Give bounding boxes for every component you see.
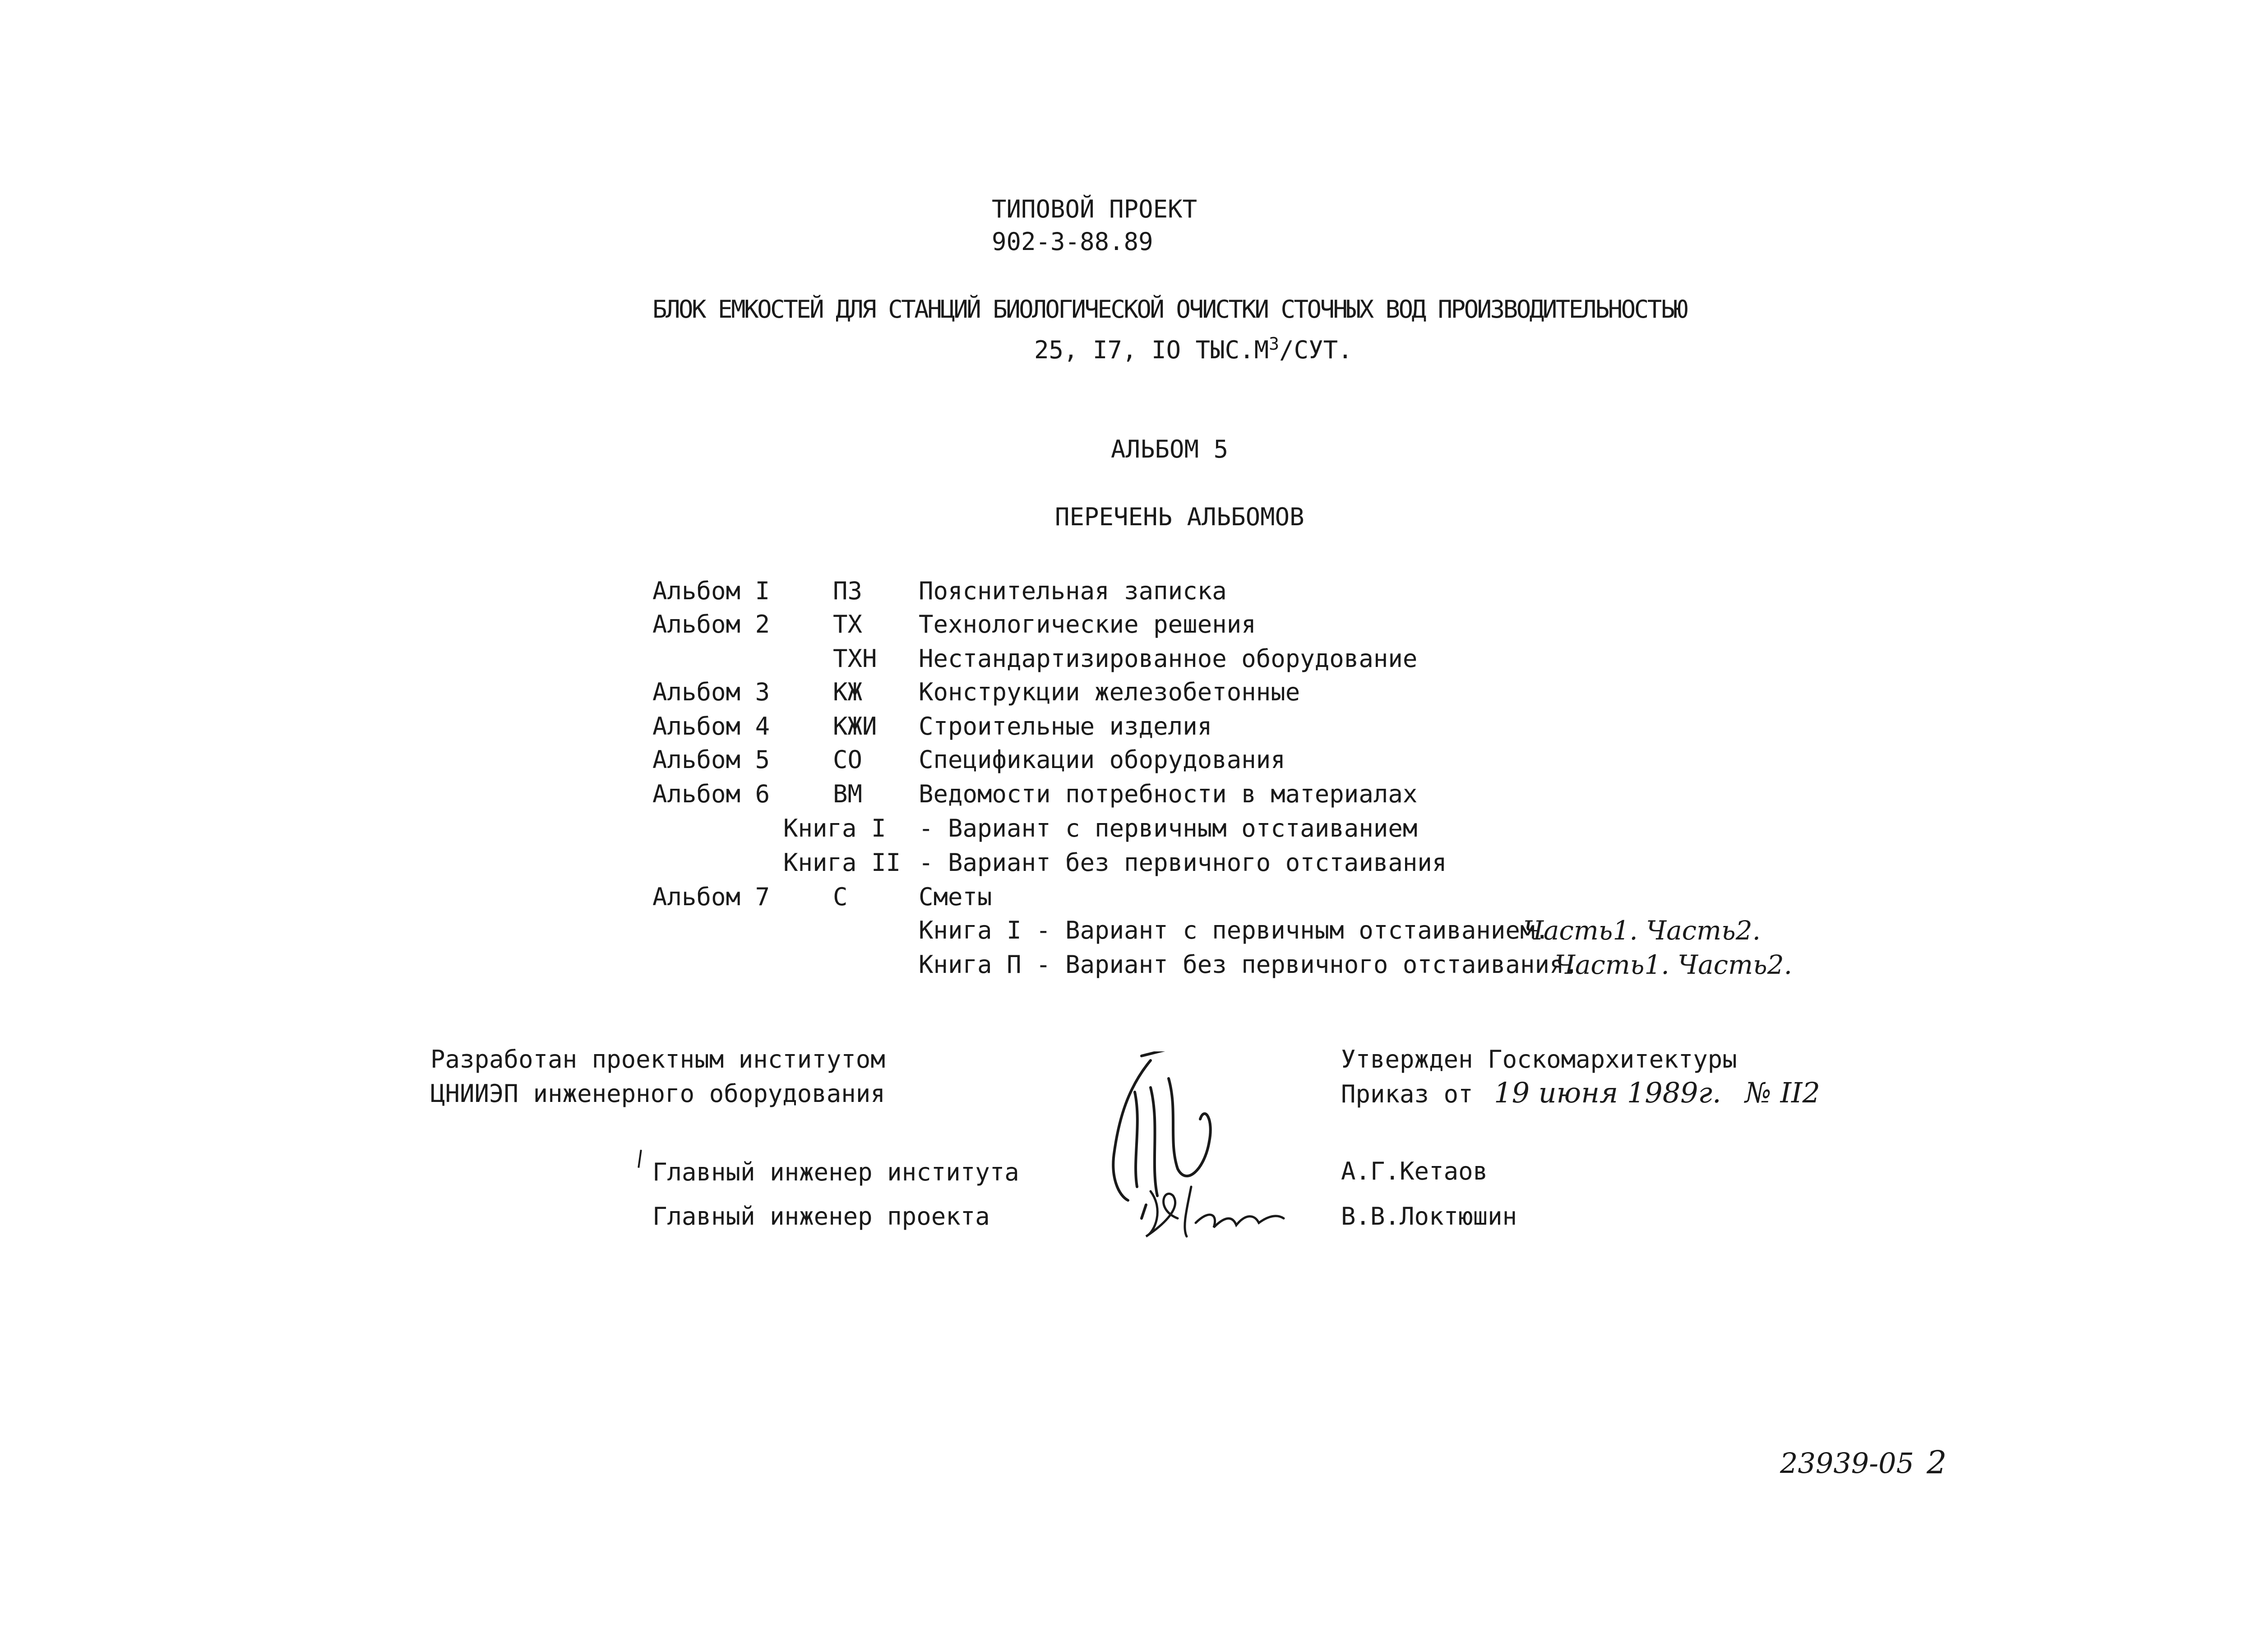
doc-number: 902-3-88.89 [992,227,1153,256]
signatory-role: Главный инженер проекта [652,1202,990,1231]
list-item [652,610,2006,644]
album-code: СО [833,745,863,774]
album-description: Нестандартизированное оборудование [919,644,1418,673]
capacity-unit: /СУТ. [1279,336,1353,364]
page-number: 2 [1927,1444,1947,1481]
album-code: ВМ [833,780,863,808]
signatory-role: Главный инженер института [652,1158,1019,1186]
handwritten-parts: Часть1. Часть2. [1523,915,1761,946]
project-title-line2 [1034,329,1353,365]
list-item [652,848,2006,883]
album-description: Сметы [919,883,992,911]
album-description: Технологические решения [919,610,1256,639]
approval-line1: Утвержден Госкомархитектуры [1341,1045,1737,1074]
project-title-line1: БЛОК ЕМКОСТЕЙ ДЛЯ СТАНЦИЙ БИОЛОГИЧЕСКОЙ ОЧИСТКИ СТОЧНЫХ ВОД ПРОИЗВОДИТЕЛЬНОСТЬЮ [652,295,1687,324]
album-code: КЖИ [833,712,877,740]
doc-type: ТИПОВОЙ ПРОЕКТ [992,195,1197,223]
album-description: Книга П - Вариант без первичного отстаивания. [919,950,1579,979]
approval-order [1341,1078,1820,1109]
list-item [652,745,2006,780]
order-number: № II2 [1745,1076,1820,1109]
list-item [652,814,2006,848]
capacity-text: 25, I7, IO ТЫС.М [1034,336,1269,364]
book-label: Книга I [783,814,886,842]
tick-mark [638,1150,642,1168]
album-number: Альбом 4 [652,712,770,740]
handwritten-parts: Часть1. Часть2. [1555,949,1793,980]
album-code: КЖ [833,678,863,706]
order-prefix: Приказ от [1341,1080,1473,1108]
list-item [652,712,2006,746]
album-number: Альбом 7 [652,883,770,911]
album-label: АЛЬБОМ 5 [1111,435,1229,463]
album-number: Альбом 2 [652,610,770,639]
inventory-number: 23939-05 [1780,1447,1914,1480]
list-item [652,883,2006,917]
list-item [652,950,2006,985]
list-item [652,577,2006,611]
album-number: Альбом I [652,577,770,605]
album-description: - Вариант без первичного отстаивания [919,848,1447,877]
list-item [652,644,2006,679]
cubic-superscript: 3 [1269,334,1280,354]
album-description: - Вариант с первичным отстаиванием [919,814,1418,842]
list-heading: ПЕРЕЧЕНЬ АЛЬБОМОВ [1055,503,1304,531]
album-description: Строительные изделия [919,712,1212,740]
album-description: Конструкции железобетонные [919,678,1300,706]
album-number: Альбом 6 [652,780,770,808]
album-number: Альбом 5 [652,745,770,774]
signature-project-engineer [1142,1182,1286,1245]
album-description: Спецификации оборудования [919,745,1285,774]
albums-list [652,577,2096,1005]
signatory-name: В.В.Локтюшин [1341,1202,1517,1231]
order-date: 19 июня 1989г. [1494,1076,1721,1109]
album-description: Ведомости потребности в материалах [919,780,1418,808]
book-label: Книга II [783,848,901,877]
album-code: ТХ [833,610,863,639]
album-code: ПЗ [833,577,863,605]
album-description: Пояснительная записка [919,577,1227,605]
list-item [652,916,2006,950]
album-code: ТХН [833,644,877,673]
album-code: С [833,883,848,911]
album-number: Альбом 3 [652,678,770,706]
album-description: Книга I - Вариант с первичным отстаиванием. [919,916,1549,944]
list-item [652,780,2006,814]
list-item [652,678,2006,712]
developer-line1: Разработан проектным институтом [430,1045,885,1074]
developer-line2: ЦНИИЭП инженерного оборудования [430,1079,885,1108]
signatory-name: А.Г.Кетаов [1341,1157,1488,1185]
